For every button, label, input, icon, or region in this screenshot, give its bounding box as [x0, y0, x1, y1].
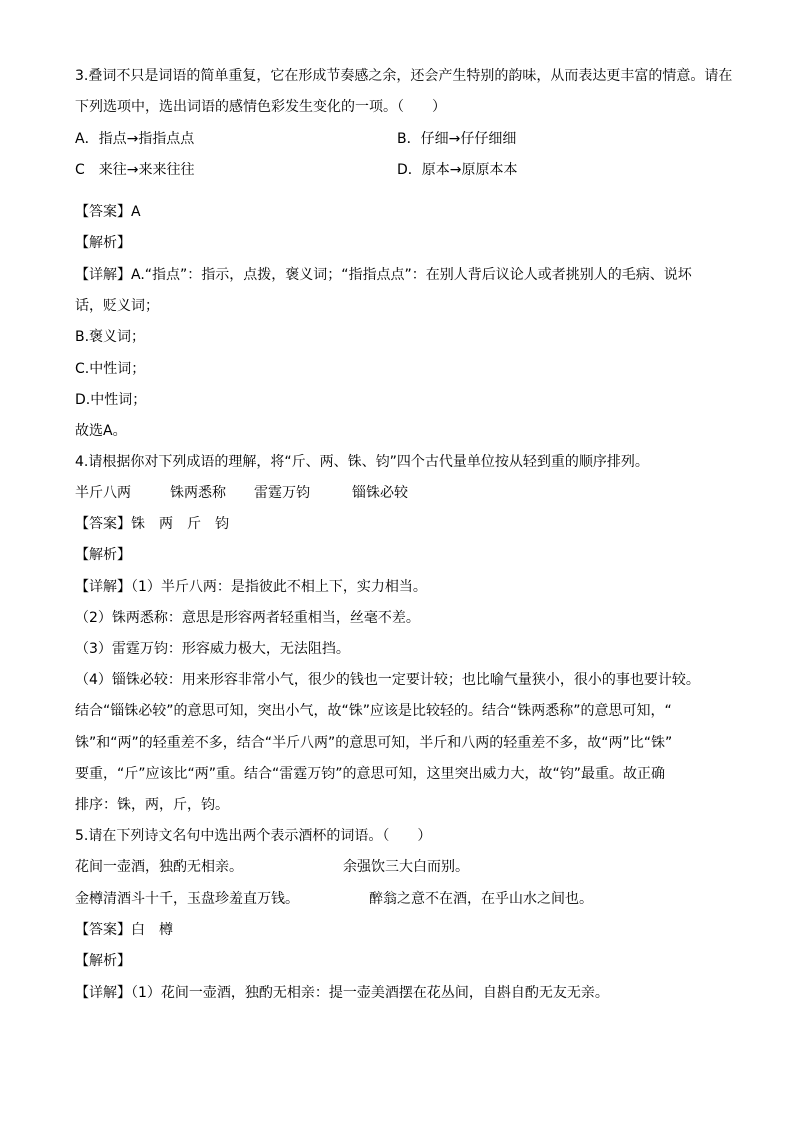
- q5-stem: 5.请在下列诗文名句中选出两个表示酒杯的词语。（ ）: [75, 828, 432, 844]
- q4-summary-line3: 要重，“斤”应该比“两”重。结合“雷霆万钧”的意思可知，这里突出威力大，故“钧”最重。故正确: [75, 766, 666, 782]
- q4-idiom-2: 铢两悉称: [170, 485, 226, 501]
- q5-answer: 【答案】白 樽: [75, 922, 173, 938]
- q3-detail-b: B.褒义词；: [75, 329, 146, 345]
- q4-answer: 【答案】铢 两 斤 钧: [75, 516, 229, 532]
- q5-line-1: 花间一壶酒，独酌无相亲。: [75, 859, 243, 875]
- q3-detail-line2: 话，贬义词；: [75, 298, 159, 314]
- q3-detail-c: C.中性词；: [75, 361, 146, 377]
- q5-line-2: 余强饮三大白而别。: [343, 859, 469, 875]
- q4-stem: 4.请根据你对下列成语的理解，将“斤、两、铢、钧”四个古代量单位按从轻到重的顺序排列。: [75, 454, 649, 470]
- q4-idiom-3: 雷霆万钧: [254, 485, 310, 501]
- q4-detail-3: （3）雷霆万钧：形容威力极大，无法阻挡。: [75, 641, 350, 657]
- q4-detail-1: 【详解】（1）半斤八两：是指彼此不相上下，实力相当。: [75, 579, 427, 595]
- q3-detail-d: D.中性词；: [75, 392, 147, 408]
- q4-summary-line2: 铢”和“两”的轻重差不多，结合“半斤八两”的意思可知，半斤和八两的轻重差不多，故“两”比“铢”: [75, 735, 673, 751]
- q3-option-a: A．指点→指指点点: [75, 131, 195, 147]
- q4-analysis-label: 【解析】: [75, 547, 131, 563]
- q3-analysis-label: 【解析】: [75, 235, 131, 251]
- q4-idiom-1: 半斤八两: [75, 485, 131, 501]
- q3-stem-line1: 3.叠词不只是词语的简单重复，它在形成节奏感之余，还会产生特别的韵味，从而表达更丰富的情意。请在: [75, 68, 733, 84]
- q4-idiom-4: 锱铢必较: [352, 485, 408, 501]
- q4-detail-2: （2）铢两悉称：意思是形容两者轻重相当，丝毫不差。: [75, 610, 420, 626]
- q3-option-b: B．仔细→仔仔细细: [397, 131, 517, 147]
- q3-option-d: D．原本→原原本本: [397, 162, 518, 178]
- q4-summary-line4: 排序：铢，两，斤，钧。: [75, 797, 229, 813]
- q5-line-3: 金樽清酒斗十千，玉盘珍羞直万钱。: [75, 891, 299, 907]
- q3-option-c: C 来往→来来往往: [75, 162, 195, 178]
- q3-conclusion: 故选A。: [75, 423, 127, 439]
- q4-detail-4: （4）锱铢必较：用来形容非常小气，很少的钱也一定要计较；也比喻气量狭小，很小的事也要计较。: [75, 672, 700, 688]
- q3-detail-line1: 【详解】A.“指点”：指示，点拨，褒义词；“指指点点”：在别人背后议论人或者挑别人的毛病、说坏: [75, 267, 692, 283]
- q4-summary-line1: 结合“锱铢必较”的意思可知，突出小气，故“铢”应该是比较轻的。结合“铢两悉称”的意思可知，“: [75, 703, 672, 719]
- q5-detail-1: 【详解】（1）花间一壶酒，独酌无相亲：提一壶美酒摆在花丛间，自斟自酌无友无亲。: [75, 985, 609, 1001]
- q3-answer: 【答案】A: [75, 204, 141, 220]
- q5-line-4: 醉翁之意不在酒，在乎山水之间也。: [369, 891, 593, 907]
- q5-analysis-label: 【解析】: [75, 953, 131, 969]
- q3-stem-line2: 下列选项中，选出词语的感情色彩发生变化的一项。（ ）: [75, 99, 446, 115]
